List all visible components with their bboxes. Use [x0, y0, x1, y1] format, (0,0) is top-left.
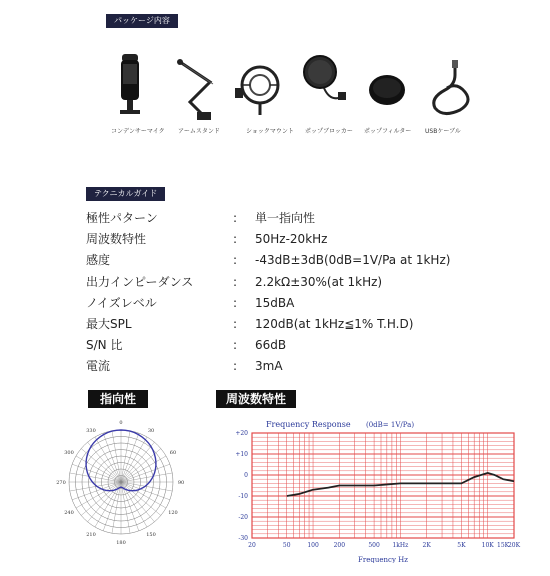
polar-pattern-chart: [46, 414, 196, 554]
spec-key: ノイズレベル: [86, 295, 157, 310]
spec-value: 66dB: [255, 338, 287, 353]
spec-value: 50Hz-20kHz: [255, 232, 328, 247]
package-item: [425, 60, 475, 124]
spec-row: [86, 250, 526, 271]
freq-x-tick: 15K: [497, 542, 510, 549]
package-item-caption: ショックマウント: [246, 128, 294, 135]
spec-row: [86, 314, 526, 335]
polar-angle-label: 60: [169, 450, 177, 456]
spec-key: 電流: [86, 359, 111, 374]
polar-angle-label: 90: [177, 480, 185, 486]
spec-value: 単一指向性: [255, 211, 316, 225]
freq-x-tick: 20: [248, 542, 256, 549]
freq-x-tick: 5K: [457, 542, 466, 549]
freq-y-tick: -20: [238, 514, 248, 521]
package-item-caption: ポップブロッカー: [305, 128, 353, 135]
package-item-caption: ポップフィルター: [364, 128, 412, 135]
package-item: [300, 52, 350, 126]
polar-angle-label: 270: [56, 480, 66, 486]
freq-title: Frequency Response: [266, 420, 351, 429]
polar-angle-label: 0: [119, 420, 123, 426]
freq-y-tick: 0: [244, 472, 248, 479]
spec-value: 15dBA: [255, 295, 295, 310]
frequency-response-chart: [226, 413, 526, 563]
polar-pattern-label: 指向性: [88, 390, 148, 408]
polar-angle-label: 120: [168, 510, 178, 516]
spec-key: 感度: [86, 253, 111, 268]
spec-colon: :: [233, 295, 238, 310]
freq-x-tick: 1kHz: [392, 542, 409, 549]
freq-x-tick: 10K: [481, 542, 494, 549]
spec-row: [86, 356, 526, 377]
freq-y-tick: -30: [238, 535, 248, 542]
pop-blocker-icon: [300, 107, 350, 126]
spec-row: [86, 293, 526, 314]
freq-title-note: (0dB= 1V/Pa): [366, 421, 415, 429]
polar-angle-label: 180: [116, 540, 126, 546]
package-contents-label: パッケージ内容: [106, 14, 178, 28]
freq-x-tick: 20K: [507, 542, 521, 549]
frequency-response-label: 周波数特性: [216, 390, 296, 408]
shock-mount-icon: [235, 105, 285, 124]
spec-key: 極性パターン: [86, 211, 158, 225]
polar-angle-label: 300: [64, 450, 74, 456]
package-item: [108, 52, 148, 128]
freq-y-tick: -10: [238, 493, 248, 500]
package-item: [365, 68, 410, 117]
spec-colon: :: [233, 211, 238, 225]
spec-colon: :: [233, 232, 238, 247]
spec-row: [86, 229, 526, 250]
package-item-caption: コンデンサーマイク: [111, 128, 165, 135]
spec-key: 最大SPL: [86, 317, 132, 331]
package-item-caption: アームスタンド: [178, 128, 220, 135]
freq-y-tick: +10: [235, 451, 248, 458]
polar-angle-label: 30: [147, 428, 155, 435]
spec-key: 周波数特性: [86, 232, 147, 247]
spec-colon: :: [233, 317, 238, 331]
spec-key: 出力インピーダンス: [86, 274, 194, 289]
spec-row: [86, 335, 526, 356]
polar-angle-label: 210: [86, 531, 96, 538]
spec-row: [86, 272, 526, 293]
freq-x-tick: 100: [307, 542, 319, 549]
usb-cable-icon: [425, 105, 475, 124]
spec-colon: :: [233, 274, 238, 289]
spec-colon: :: [233, 359, 238, 374]
polar-angle-label: 330: [86, 428, 96, 435]
freq-x-label: Frequency Hz: [358, 556, 408, 563]
freq-x-tick: 200: [333, 542, 346, 549]
package-item: [235, 60, 285, 124]
freq-x-tick: 2K: [422, 542, 431, 549]
spec-colon: :: [233, 253, 238, 268]
spec-value: 120dB(at 1kHz≦1% T.H.D): [255, 317, 414, 331]
pop-filter-icon: [365, 98, 410, 117]
spec-value: 2.2kΩ±30%(at 1kHz): [255, 274, 383, 289]
freq-x-tick: 500: [368, 542, 380, 549]
spec-value: -43dB±3dB(0dB=1V/Pa at 1kHz): [255, 253, 451, 268]
polar-angle-label: 150: [146, 531, 156, 538]
spec-key: S/N 比: [86, 338, 123, 353]
spec-row: [86, 208, 526, 229]
freq-x-tick: 50: [282, 542, 291, 549]
spec-colon: :: [233, 338, 238, 353]
technical-guide-label: テクニカルガイド: [86, 187, 165, 201]
polar-angle-label: 240: [64, 510, 74, 516]
spec-value: 3mA: [255, 359, 283, 374]
package-item: [175, 52, 225, 128]
freq-y-tick: +20: [235, 430, 248, 437]
package-item-caption: USBケーブル: [425, 128, 461, 135]
